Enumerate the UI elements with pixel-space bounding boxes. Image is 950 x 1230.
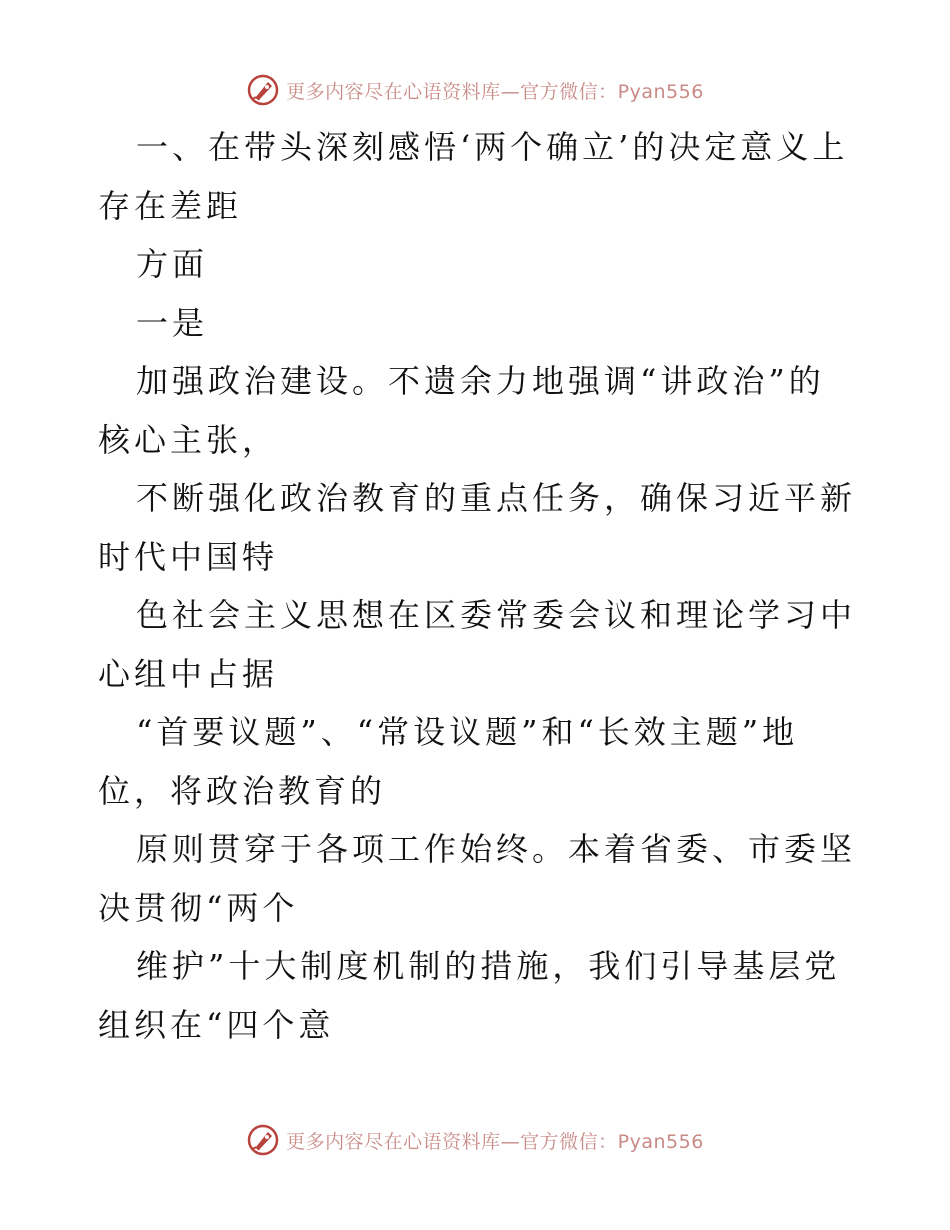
paragraph: 维护”十大制度机制的措施，我们引导基层党组织在“四个意	[98, 947, 841, 1044]
pen-nib-logo-icon	[246, 73, 280, 107]
footer-banner	[0, 1120, 950, 1160]
paragraph: 原则贯穿于各项工作始终。本着省委、市委坚决贯彻“两个	[98, 830, 857, 927]
paragraph: 一、在带头深刻感悟‘两个确立’的决定意义上存在差距	[98, 128, 849, 225]
document-body	[98, 118, 858, 1054]
paragraph: 一是	[136, 303, 209, 342]
pen-nib-logo-icon	[246, 1123, 280, 1157]
paragraph: 加强政治建设。不遗余力地强调“讲政治”的核心主张，	[98, 362, 825, 459]
header-banner	[0, 70, 950, 110]
footer-banner-text: 更多内容尽在心语资料库—官方微信：Pyan556	[286, 1130, 704, 1153]
paragraph: 色社会主义思想在区委常委会议和理论学习中心组中占据	[98, 596, 857, 693]
header-banner-text: 更多内容尽在心语资料库—官方微信：Pyan556	[286, 80, 704, 103]
paragraph: 不断强化政治教育的重点任务，确保习近平新时代中国特	[98, 479, 857, 576]
paragraph: “首要议题”、“常设议题”和“长效主题”地位，将政治教育的	[98, 713, 799, 810]
paragraph: 方面	[136, 245, 209, 283]
